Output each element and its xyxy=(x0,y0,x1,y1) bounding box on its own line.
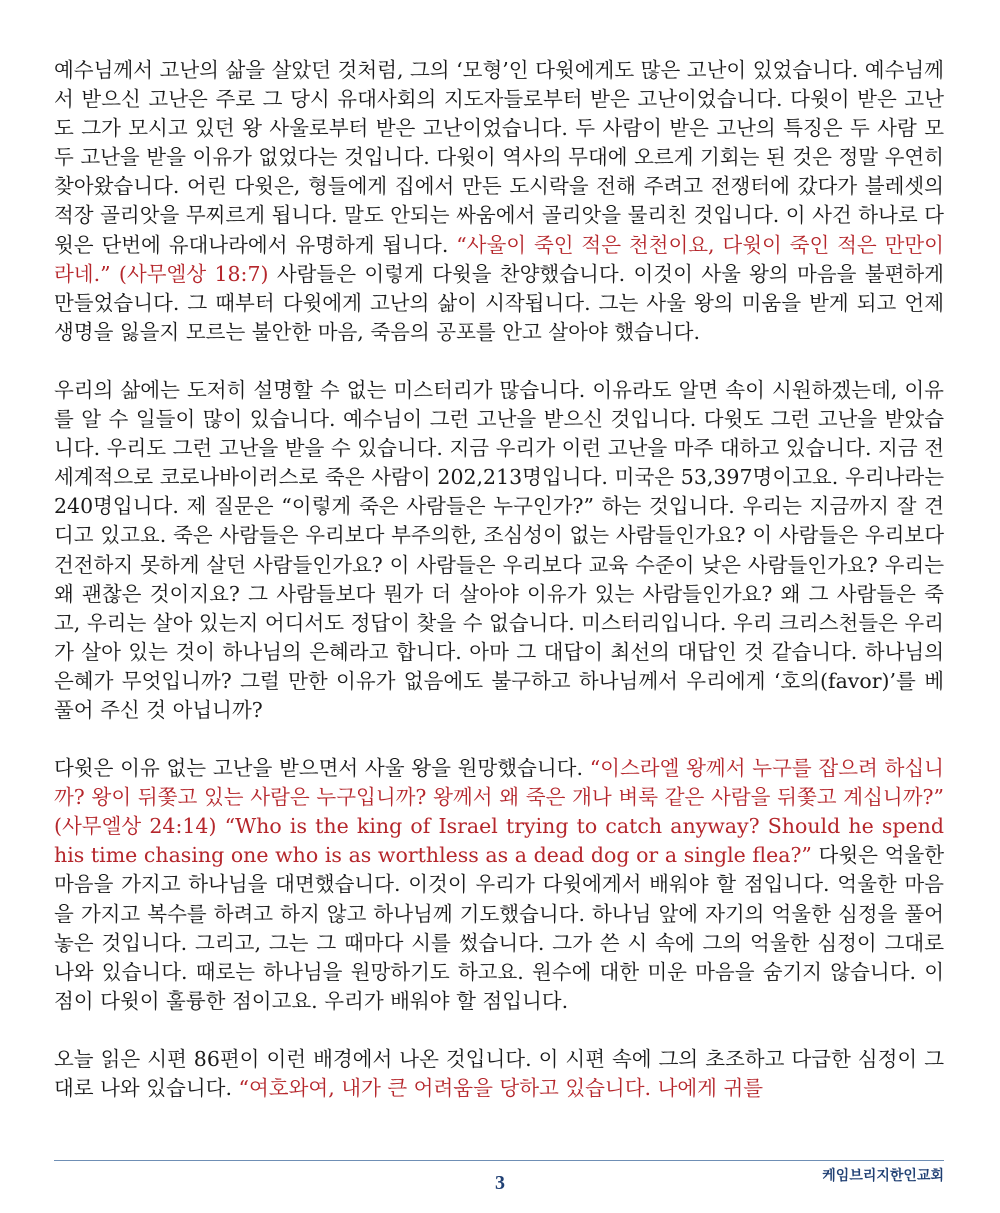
paragraph-4 xyxy=(54,1045,944,1103)
church-name: 케임브리지한인교회 xyxy=(822,1168,944,1184)
paragraph-2 xyxy=(54,376,944,725)
footer-divider xyxy=(54,1160,944,1161)
paragraph-1-text-1: 예수님께서 고난의 삶을 살았던 것처럼, 그의 ‘모형’인 다윗에게도 많은 고난이 있었습니다. 예수님께서 받으신 고난은 주로 그 당시 유대사회의 지도자들로부터 받은 고난이었습니다. 다윗이 받은 고난도 그가 모시고 있던 왕 사울로부터 받은 고난이었습니다. 두 사람이 받은 고난의 특징은 두 사람 모두 고난을 받을 이유가 없었다는 것입니다. 다윗이 역사의 무대에 오르게 기회는 된 것은 정말 우연히 찾아왔습니다. 어린 다윗은, 형들에게 집에서 만든 도시락을 전해 주려고 전쟁터에 갔다가 블레셋의 적장 골리앗을 무찌르게 됩니다. 말도 안되는 싸움에서 골리앗을 물리친 것입니다. 이 사건 하나로 다윗은 단번에 유대나라에서 유명하게 됩니다. xyxy=(54,58,944,257)
paragraph-4-text-1: 오늘 읽은 시편 86편이 이런 배경에서 나온 것입니다. 이 시편 속에 그의 초조하고 다급한 심정이 그대로 나와 있습니다. xyxy=(54,1046,944,1100)
paragraph-3-text-2: 다윗은 억울한 마음을 가지고 하나님을 대면했습니다. 이것이 우리가 다윗에게서 배워야 할 점입니다. 억울한 마음을 가지고 복수를 하려고 하지 않고 하나님께 기도했습니다. 하나님 앞에 자기의 억울한 심정을 풀어 놓은 것입니다. 그리고, 그는 그 때마다 시를 썼습니다. 그가 쓴 시 속에 그의 억울한 심정이 그대로 나와 있습니다. 때로는 하나님을 원망하기도 하고요. 원수에 대한 미운 마음을 숨기지 않습니다. 이 점이 다윗이 훌륭한 점이고요. 우리가 배워야 할 점입니다. xyxy=(54,843,944,1013)
document-body xyxy=(54,56,944,1103)
scripture-quote-2: “이스라엘 왕께서 누구를 잡으려 하십니까? 왕이 뒤쫓고 있는 사람은 누구입니까? 왕께서 왜 죽은 개나 벼룩 같은 사람을 뒤쫓고 계십니까?” (사무엘상 24:14) “Who is the king of Israel trying to catch anyway? Should he spend his time chasing one who is as worthless as a dead dog or a single flea?” xyxy=(54,756,944,868)
paragraph-1-text-2: 사람들은 이렇게 다윗을 찬양했습니다. 이것이 사울 왕의 마음을 불편하게 만들었습니다. 그 때부터 다윗에게 고난의 삶이 시작됩니다. 그는 사울 왕의 미움을 받게 되고 언제 생명을 잃을지 모르는 불안한 마음, 죽음의 공포를 안고 살아야 했습니다. xyxy=(54,261,944,344)
scripture-quote-1: “사울이 죽인 적은 천천이요, 다윗이 죽인 적은 만만이라네.” (사무엘상 18:7) xyxy=(54,232,944,286)
paragraph-1 xyxy=(54,56,944,347)
page-number: 3 xyxy=(495,1172,505,1194)
paragraph-2-text-1: 우리의 삶에는 도저히 설명할 수 없는 미스터리가 많습니다. 이유라도 알면 속이 시원하겠는데, 이유를 알 수 일들이 많이 있습니다. 예수님이 그런 고난을 받으신 것입니다. 다윗도 그런 고난을 받았습니다. 우리도 그런 고난을 받을 수 있습니다. 지금 우리가 이런 고난을 마주 대하고 있습니다. 지금 전 세계적으로 코로나바이러스로 죽은 사람이 202,213명입니다. 미국은 53,397명이고요. 우리나라는 240명입니다. 제 질문은 “이렇게 죽은 사람들은 누구인가?” 하는 것입니다. 우리는 지금까지 잘 견디고 있고요. 죽은 사람들은 우리보다 부주의한, 조심성이 없는 사람들인가요? 이 사람들은 우리보다 건전하지 못하게 살던 사람들인가요? 이 사람들은 우리보다 교육 수준이 낮은 사람들인가요? 우리는 왜 괜찮은 것이지요? 그 사람들보다 뭔가 더 살아야 이유가 있는 사람들인가요? 왜 그 사람들은 죽고, 우리는 살아 있는지 어디서도 정답이 찾을 수 없습니다. 미스터리입니다. 우리 크리스천들은 우리가 살아 있는 것이 하나님의 은혜라고 합니다. 아마 그 대답이 최선의 대답인 것 같습니다. 하나님의 은혜가 무엇입니까? 그럴 만한 이유가 없음에도 불구하고 하나님께서 우리에게 ‘호의(favor)’를 베풀어 주신 것 아닙니까? xyxy=(54,377,944,722)
paragraph-3-text-1: 다윗은 이유 없는 고난을 받으면서 사울 왕을 원망했습니다. xyxy=(54,756,590,781)
paragraph-3 xyxy=(54,754,944,1016)
scripture-quote-3: “여호와여, 내가 큰 어려움을 당하고 있습니다. 나에게 귀를 xyxy=(238,1076,764,1100)
